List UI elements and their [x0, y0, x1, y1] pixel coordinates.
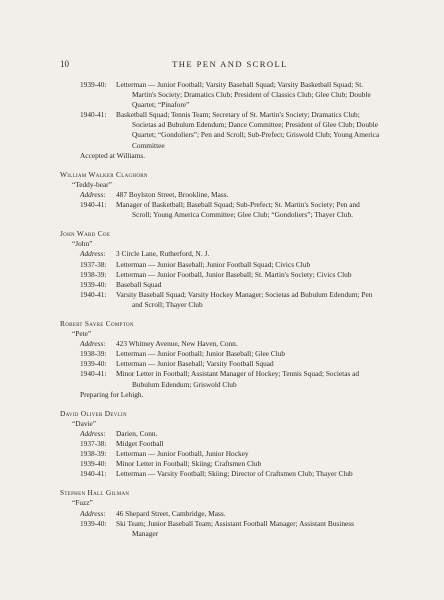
activity-entry — [80, 270, 380, 280]
college-note: Preparing for Lehigh. — [80, 389, 144, 399]
activity-entry — [80, 260, 380, 270]
entry-text: Manager of Basketball; Baseball Squad; Sub-Prefect; St. Martin's Society; Pen and Scroll; Young America Committee; Glee Club; “Gondoliers”; Thayer Club. — [116, 200, 360, 220]
entry-year: 1940-41: — [80, 289, 107, 299]
entry-text: Letterman — Junior Baseball; Varsity Football Squad — [116, 359, 274, 369]
entry-year: 1937-38: — [80, 259, 107, 269]
entry-text: Letterman — Junior Football, Junior Baseball; St. Martin's Society; Civics Club — [116, 269, 352, 279]
student-nickname: “Davie” — [72, 418, 97, 428]
address-row — [80, 339, 380, 349]
entry-text: Minor Letter in Football; Assistant Manager of Hockey; Tennis Squad; Societas ad Bubulum Edendum; Griswold Club — [116, 369, 360, 389]
address-text: 487 Boylston Street, Brookline, Mass. — [116, 189, 229, 199]
entry-text: Letterman — Junior Football; Varsity Baseball Squad; Varsity Basketball Squad; St. Martin's Society; Dramatics Club; President of Classics Club; Glee Club; Double Quartet; “Pinafore” — [116, 80, 371, 110]
student-name: Stephen Hall Gilman — [60, 488, 130, 498]
activity-entry — [80, 200, 380, 220]
entry-year: 1937-38: — [80, 439, 107, 448]
entry-text: Basketball Squad; Tennis Team; Secretary of St. Martin's Society; Dramatics Club; Societas ad Bubulum Edendum; Dance Committee; President of Glee Club; Double Quartet; “Gondoliers”; Pen and Scroll; Sub-Prefect; Griswold Club; Young America Committee — [116, 110, 380, 150]
entry-year: 1940-41: — [80, 469, 107, 479]
activity-entry — [80, 369, 380, 389]
student-nickname: “Pete” — [72, 329, 92, 339]
address-row — [80, 249, 380, 259]
entry-year: 1940-41: — [80, 369, 107, 379]
intro-block — [80, 80, 380, 161]
activity-entry — [80, 280, 380, 290]
address-text: 3 Circle Lane, Rutherford, N. J. — [116, 249, 210, 259]
activity-entry — [80, 519, 380, 539]
entry-text: Letterman — Junior Baseball; Junior Football Squad; Civics Club — [116, 259, 311, 269]
entry-year: 1938-39: — [80, 269, 107, 279]
entry-year: 1938-39: — [80, 449, 107, 459]
entry-text: Ski Team; Junior Baseball Team; Assistant Football Manager; Assistant Business Manager — [116, 518, 354, 538]
address-label: Address: — [80, 189, 106, 199]
entry-year: 1940-41: — [80, 200, 107, 210]
student-name: John Ward Coe — [60, 229, 111, 239]
entry-text: Letterman — Varsity Football; Skiing; Director of Craftsmen Club; Thayer Club — [116, 469, 353, 479]
address-text: 423 Whitney Avenue, New Haven, Conn. — [116, 339, 238, 349]
entry-text: Minor Letter in Football; Skiing; Craftsmen Club — [116, 459, 262, 469]
entry-text: Midget Football — [116, 439, 164, 448]
student-list — [60, 169, 380, 539]
address-label: Address: — [80, 249, 106, 259]
student-nickname: “John” — [72, 239, 93, 249]
activity-entry — [80, 459, 380, 469]
entry-text: Varsity Baseball Squad; Varsity Hockey Manager; Societas ad Bubulum Edendum; Pen and Scroll; Thayer Club — [116, 289, 373, 309]
activity-entry — [80, 349, 380, 359]
activity-entry — [80, 449, 380, 459]
running-head: THE PEN AND SCROLL — [172, 59, 288, 69]
entry-text: Letterman — Junior Football; Junior Baseball; Glee Club — [116, 349, 286, 359]
entry-year: 1939-40: — [80, 279, 107, 289]
address-text: Darien, Conn. — [116, 428, 158, 438]
student-entry — [60, 229, 380, 310]
student-name: Robert Sayre Compton — [60, 318, 134, 328]
address-row — [80, 190, 380, 200]
page-number: 10 — [60, 59, 69, 69]
activity-entry — [80, 80, 380, 110]
page-header — [60, 59, 400, 73]
address-label: Address: — [80, 508, 106, 518]
activity-entry — [80, 290, 380, 310]
student-name: William Walker Claghorn — [60, 169, 148, 179]
college-note: Accepted at Williams. — [80, 150, 146, 160]
entry-year: 1939-40: — [80, 359, 107, 369]
entry-year: 1939-40: — [80, 459, 107, 469]
student-entry — [60, 169, 380, 220]
student-name: David Oliver Devlin — [60, 408, 127, 418]
student-entry — [60, 408, 380, 480]
student-nickname: “Fuzz” — [72, 498, 93, 508]
address-label: Address: — [80, 428, 106, 438]
entry-year: 1939-40: — [80, 80, 107, 89]
student-nickname: “Teddy-bear” — [72, 179, 112, 189]
activity-entry — [80, 359, 380, 369]
activity-entry — [80, 110, 380, 150]
entry-text: Baseball Squad — [116, 279, 162, 289]
address-text: 46 Shepard Street, Cambridge, Mass. — [116, 508, 226, 518]
address-label: Address: — [80, 339, 106, 349]
student-entry — [60, 488, 380, 538]
entry-text: Letterman — Junior Football, Junior Hockey — [116, 449, 249, 459]
entry-year: 1940-41: — [80, 110, 107, 120]
activity-entry — [80, 439, 380, 449]
student-entry — [60, 318, 380, 400]
page-body — [60, 80, 380, 539]
address-row — [80, 429, 380, 439]
entry-year: 1939-40: — [80, 518, 107, 528]
entry-year: 1938-39: — [80, 349, 107, 359]
activity-entry — [80, 469, 380, 479]
address-row — [80, 509, 380, 519]
